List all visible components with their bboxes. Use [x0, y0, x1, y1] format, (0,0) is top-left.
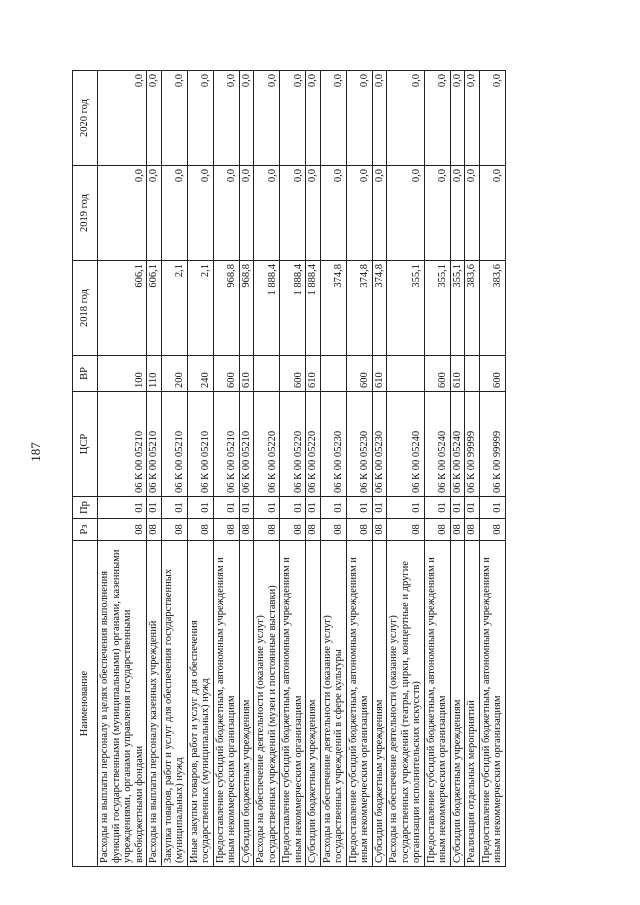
cell-vr: 600	[280, 356, 306, 392]
cell-vr: 600	[213, 356, 239, 392]
cell-rz: 08	[479, 519, 505, 541]
cell-rz: 08	[213, 519, 239, 541]
cell-2019: 0,0	[450, 166, 465, 261]
table-header-row	[73, 71, 98, 867]
cell-2019: 0,0	[465, 166, 480, 261]
cell-name: Субсидии бюджетным учреждениям	[239, 541, 254, 867]
cell-rz: 08	[424, 519, 450, 541]
table-row	[306, 71, 321, 867]
cell-2018: 374,8	[320, 261, 346, 356]
cell-vr: 110	[147, 356, 162, 392]
cell-pr: 01	[254, 497, 280, 519]
cell-vr: 600	[479, 356, 505, 392]
cell-pr: 01	[479, 497, 505, 519]
header-csr: ЦСР	[73, 392, 98, 497]
cell-vr: 600	[346, 356, 372, 392]
cell-pr: 01	[372, 497, 387, 519]
cell-2020: 0,0	[424, 71, 450, 166]
cell-csr: 06 К 00 05210	[213, 392, 239, 497]
cell-pr: 01	[280, 497, 306, 519]
cell-name: Предоставление субсидий бюджетным, автономным учреждениям и иным некоммерческим организациям	[479, 541, 505, 867]
cell-2020: 0,0	[213, 71, 239, 166]
cell-2018: 374,8	[346, 261, 372, 356]
cell-csr: 06 К 00 05240	[424, 392, 450, 497]
cell-name: Расходы на обеспечение деятельности (оказание услуг) государственных учреждений (театры, цирки, концертные и другие организации исполнительских искусств)	[387, 541, 425, 867]
cell-2019: 0,0	[372, 166, 387, 261]
cell-rz: 08	[98, 519, 147, 541]
cell-2019: 0,0	[187, 166, 213, 261]
table-row	[98, 71, 147, 867]
cell-csr: 06 К 00 05220	[254, 392, 280, 497]
cell-2018: 606,1	[98, 261, 147, 356]
cell-2020: 0,0	[387, 71, 425, 166]
cell-csr: 06 К 00 05210	[187, 392, 213, 497]
table-row	[346, 71, 372, 867]
cell-2018: 383,6	[479, 261, 505, 356]
cell-2020: 0,0	[187, 71, 213, 166]
cell-2018: 968,8	[239, 261, 254, 356]
cell-2020: 0,0	[306, 71, 321, 166]
cell-rz: 08	[387, 519, 425, 541]
cell-2019: 0,0	[280, 166, 306, 261]
cell-pr: 01	[306, 497, 321, 519]
table-body	[98, 71, 506, 867]
header-pr: Пр	[73, 497, 98, 519]
cell-2018: 968,8	[213, 261, 239, 356]
cell-2018: 355,1	[424, 261, 450, 356]
cell-vr	[465, 356, 480, 392]
cell-pr: 01	[239, 497, 254, 519]
cell-pr: 01	[424, 497, 450, 519]
table-row	[187, 71, 213, 867]
cell-pr: 01	[387, 497, 425, 519]
cell-name: Реализация отдельных мероприятий	[465, 541, 480, 867]
cell-csr: 06 К 00 99999	[479, 392, 505, 497]
cell-2020: 0,0	[320, 71, 346, 166]
table-row	[424, 71, 450, 867]
cell-2018: 355,1	[450, 261, 465, 356]
cell-name: Субсидии бюджетным учреждениям	[306, 541, 321, 867]
cell-name: Субсидии бюджетным учреждениям	[372, 541, 387, 867]
cell-2019: 0,0	[346, 166, 372, 261]
cell-pr: 01	[187, 497, 213, 519]
cell-csr: 06 К 00 99999	[465, 392, 480, 497]
cell-csr: 06 К 00 05230	[372, 392, 387, 497]
table-row	[450, 71, 465, 867]
cell-pr: 01	[465, 497, 480, 519]
cell-2020: 0,0	[280, 71, 306, 166]
cell-vr	[254, 356, 280, 392]
rotated-table	[72, 71, 572, 867]
cell-name: Расходы на обеспечение деятельности (оказание услуг) государственных учреждений (музеи и постоянные выставки)	[254, 541, 280, 867]
cell-rz: 08	[465, 519, 480, 541]
cell-2019: 0,0	[306, 166, 321, 261]
cell-2018: 2,1	[161, 261, 187, 356]
cell-pr: 01	[346, 497, 372, 519]
header-2020: 2020 год	[73, 71, 98, 166]
cell-csr: 06 К 00 05210	[147, 392, 162, 497]
cell-2020: 0,0	[372, 71, 387, 166]
table-row	[372, 71, 387, 867]
cell-2019: 0,0	[387, 166, 425, 261]
cell-vr	[320, 356, 346, 392]
cell-vr: 240	[187, 356, 213, 392]
cell-2018: 606,1	[147, 261, 162, 356]
cell-2018: 1 888,4	[254, 261, 280, 356]
table-row	[254, 71, 280, 867]
table-row	[479, 71, 505, 867]
cell-vr: 200	[161, 356, 187, 392]
cell-2020: 0,0	[254, 71, 280, 166]
cell-rz: 08	[372, 519, 387, 541]
cell-vr: 100	[98, 356, 147, 392]
cell-2020: 0,0	[479, 71, 505, 166]
cell-name: Закупка товаров, работ и услуг для обеспечения государственных (муниципальных) нужд	[161, 541, 187, 867]
cell-2018: 1 888,4	[306, 261, 321, 356]
cell-2018: 1 888,4	[280, 261, 306, 356]
cell-name: Расходы на обеспечение деятельности (оказание услуг) государственных учреждений в сфере культуры	[320, 541, 346, 867]
cell-rz: 08	[450, 519, 465, 541]
cell-rz: 08	[320, 519, 346, 541]
table-row	[213, 71, 239, 867]
cell-pr: 01	[213, 497, 239, 519]
cell-rz: 08	[147, 519, 162, 541]
cell-csr: 06 К 00 05210	[239, 392, 254, 497]
cell-pr: 01	[320, 497, 346, 519]
table-row	[387, 71, 425, 867]
cell-pr: 01	[147, 497, 162, 519]
table-row	[465, 71, 480, 867]
cell-name: Предоставление субсидий бюджетным, автономным учреждениям и иным некоммерческим организациям	[346, 541, 372, 867]
cell-2018: 2,1	[187, 261, 213, 356]
cell-csr: 06 К 00 05210	[98, 392, 147, 497]
cell-pr: 01	[450, 497, 465, 519]
budget-table-container	[72, 71, 572, 867]
budget-table	[72, 70, 506, 867]
cell-2020: 0,0	[161, 71, 187, 166]
header-vr: ВР	[73, 356, 98, 392]
cell-2019: 0,0	[254, 166, 280, 261]
cell-name: Субсидии бюджетным учреждениям	[450, 541, 465, 867]
cell-2018: 374,8	[372, 261, 387, 356]
cell-2019: 0,0	[161, 166, 187, 261]
header-rz: Рз	[73, 519, 98, 541]
cell-rz: 08	[346, 519, 372, 541]
cell-rz: 08	[239, 519, 254, 541]
cell-vr: 610	[239, 356, 254, 392]
cell-name: Расходы на выплаты персоналу в целях обеспечения выполнения функций государственными (муниципальными) органами, казенными учреждениями, органами управления государственными внебюджетными фондами	[98, 541, 147, 867]
cell-rz: 08	[187, 519, 213, 541]
cell-2018: 383,6	[465, 261, 480, 356]
cell-2020: 0,0	[450, 71, 465, 166]
table-row	[147, 71, 162, 867]
cell-rz: 08	[254, 519, 280, 541]
cell-vr: 610	[450, 356, 465, 392]
table-row	[239, 71, 254, 867]
cell-rz: 08	[306, 519, 321, 541]
cell-rz: 08	[161, 519, 187, 541]
cell-2019: 0,0	[147, 166, 162, 261]
cell-name: Предоставление субсидий бюджетным, автономным учреждениям и иным некоммерческим организациям	[424, 541, 450, 867]
cell-vr	[387, 356, 425, 392]
cell-2020: 0,0	[98, 71, 147, 166]
cell-pr: 01	[161, 497, 187, 519]
cell-pr: 01	[98, 497, 147, 519]
cell-csr: 06 К 00 05220	[306, 392, 321, 497]
cell-2019: 0,0	[320, 166, 346, 261]
cell-vr: 610	[372, 356, 387, 392]
table-row	[161, 71, 187, 867]
cell-csr: 06 К 00 05230	[346, 392, 372, 497]
page-number: 187	[28, 442, 43, 462]
cell-2019: 0,0	[213, 166, 239, 261]
cell-2020: 0,0	[465, 71, 480, 166]
cell-csr: 06 К 00 05240	[450, 392, 465, 497]
cell-2020: 0,0	[147, 71, 162, 166]
header-2019: 2019 год	[73, 166, 98, 261]
cell-rz: 08	[280, 519, 306, 541]
cell-2019: 0,0	[424, 166, 450, 261]
cell-2020: 0,0	[346, 71, 372, 166]
cell-vr: 600	[424, 356, 450, 392]
cell-name: Предоставление субсидий бюджетным, автономным учреждениям и иным некоммерческим организациям	[280, 541, 306, 867]
table-row	[320, 71, 346, 867]
cell-csr: 06 К 00 05210	[161, 392, 187, 497]
cell-csr: 06 К 00 05220	[280, 392, 306, 497]
cell-2019: 0,0	[479, 166, 505, 261]
cell-csr: 06 К 00 05230	[320, 392, 346, 497]
header-name: Наименование	[73, 541, 98, 867]
cell-csr: 06 К 00 05240	[387, 392, 425, 497]
cell-name: Предоставление субсидий бюджетным, автономным учреждениям и иным некоммерческим организациям	[213, 541, 239, 867]
cell-vr: 610	[306, 356, 321, 392]
cell-2018: 355,1	[387, 261, 425, 356]
table-row	[280, 71, 306, 867]
header-2018: 2018 год	[73, 261, 98, 356]
cell-2019: 0,0	[98, 166, 147, 261]
cell-name: Иные закупки товаров, работ и услуг для обеспечения государственных (муниципальных) нужд	[187, 541, 213, 867]
cell-name: Расходы на выплаты персоналу казенных учреждений	[147, 541, 162, 867]
cell-2020: 0,0	[239, 71, 254, 166]
cell-2019: 0,0	[239, 166, 254, 261]
